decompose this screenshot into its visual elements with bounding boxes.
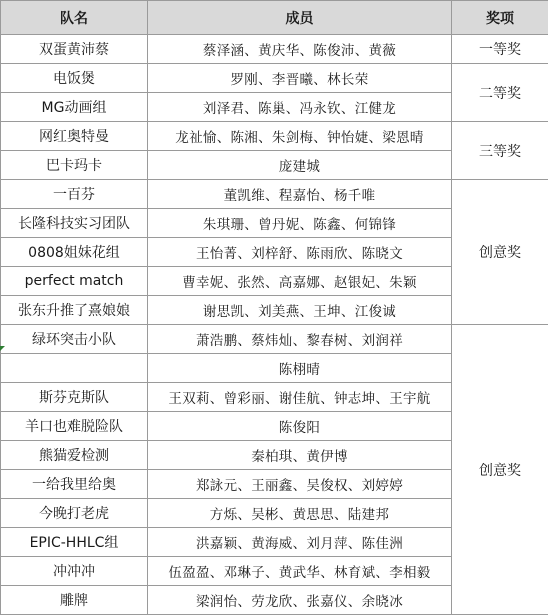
cell-comment-marker xyxy=(0,346,5,351)
team-name: 张东升推了熹娘娘 xyxy=(1,296,148,325)
team-members: 梁润怡、劳龙欣、张嘉仪、余晓冰 xyxy=(148,586,452,615)
team-name xyxy=(1,354,148,383)
team-name: perfect match xyxy=(1,267,148,296)
table-row xyxy=(1,325,548,354)
team-name: 羊口也难脱险队 xyxy=(1,412,148,441)
team-name: 0808姐妹花组 xyxy=(1,238,148,267)
team-name: 冲冲冲 xyxy=(1,557,148,586)
team-name: 一给我里给奥 xyxy=(1,470,148,499)
award-cell: 创意奖 xyxy=(452,180,548,325)
header-row xyxy=(1,1,548,35)
table-row xyxy=(1,35,548,64)
award-cell: 一等奖 xyxy=(452,35,548,64)
header-members: 成员 xyxy=(148,1,452,35)
team-name: 网红奥特曼 xyxy=(1,122,148,151)
team-name: MG动画组 xyxy=(1,93,148,122)
team-name: 长隆科技实习团队 xyxy=(1,209,148,238)
team-members: 萧浩鹏、蔡炜灿、黎春树、刘润祥 xyxy=(148,325,452,354)
award-cell: 创意奖 xyxy=(452,325,548,615)
team-members: 陈栩晴 xyxy=(148,354,452,383)
award-cell: 二等奖 xyxy=(452,64,548,122)
team-members: 伍盈盈、邓琳子、黄武华、林育斌、李相毅 xyxy=(148,557,452,586)
team-name: 巴卡玛卡 xyxy=(1,151,148,180)
team-members: 罗刚、李晋曦、林长荣 xyxy=(148,64,452,93)
header-team: 队名 xyxy=(1,1,148,35)
team-name: 电饭煲 xyxy=(1,64,148,93)
header-award: 奖项 xyxy=(452,1,548,35)
team-members: 刘泽君、陈巢、冯永钦、江健龙 xyxy=(148,93,452,122)
table-row xyxy=(1,122,548,151)
team-members: 谢思凯、刘美燕、王坤、江俊诚 xyxy=(148,296,452,325)
team-name: 斯芬克斯队 xyxy=(1,383,148,412)
team-members: 洪嘉颖、黄海威、刘月萍、陈佳洲 xyxy=(148,528,452,557)
team-members: 陈俊阳 xyxy=(148,412,452,441)
team-members: 王怡菁、刘梓舒、陈雨欣、陈晓文 xyxy=(148,238,452,267)
team-members: 庞建城 xyxy=(148,151,452,180)
team-members: 方烁、吴彬、黄思思、陆建邦 xyxy=(148,499,452,528)
team-members: 曹幸妮、张然、高嘉娜、赵银妃、朱颖 xyxy=(148,267,452,296)
team-members: 朱琪珊、曾丹妮、陈鑫、何锦锋 xyxy=(148,209,452,238)
team-members: 董凯维、程嘉怡、杨千唯 xyxy=(148,180,452,209)
team-name: 今晚打老虎 xyxy=(1,499,148,528)
table-row xyxy=(1,64,548,93)
team-members: 蔡泽涵、黄庆华、陈俊沛、黄薇 xyxy=(148,35,452,64)
team-members: 郑詠元、王丽鑫、吴俊权、刘婷婷 xyxy=(148,470,452,499)
team-name: 双蛋黄沛蔡 xyxy=(1,35,148,64)
team-members: 秦柏琪、黄伊博 xyxy=(148,441,452,470)
team-name: 一百芬 xyxy=(1,180,148,209)
team-name: 熊猫爱检测 xyxy=(1,441,148,470)
team-members: 王双莉、曾彩丽、谢佳航、钟志坤、王宇航 xyxy=(148,383,452,412)
team-members: 龙祉愉、陈湘、朱剑梅、钟怡婕、梁恩晴 xyxy=(148,122,452,151)
team-name: EPIC-HHLC组 xyxy=(1,528,148,557)
team-name: 雕牌 xyxy=(1,586,148,615)
team-name: 绿环突击小队 xyxy=(1,325,148,354)
award-cell: 三等奖 xyxy=(452,122,548,180)
table-row xyxy=(1,180,548,209)
